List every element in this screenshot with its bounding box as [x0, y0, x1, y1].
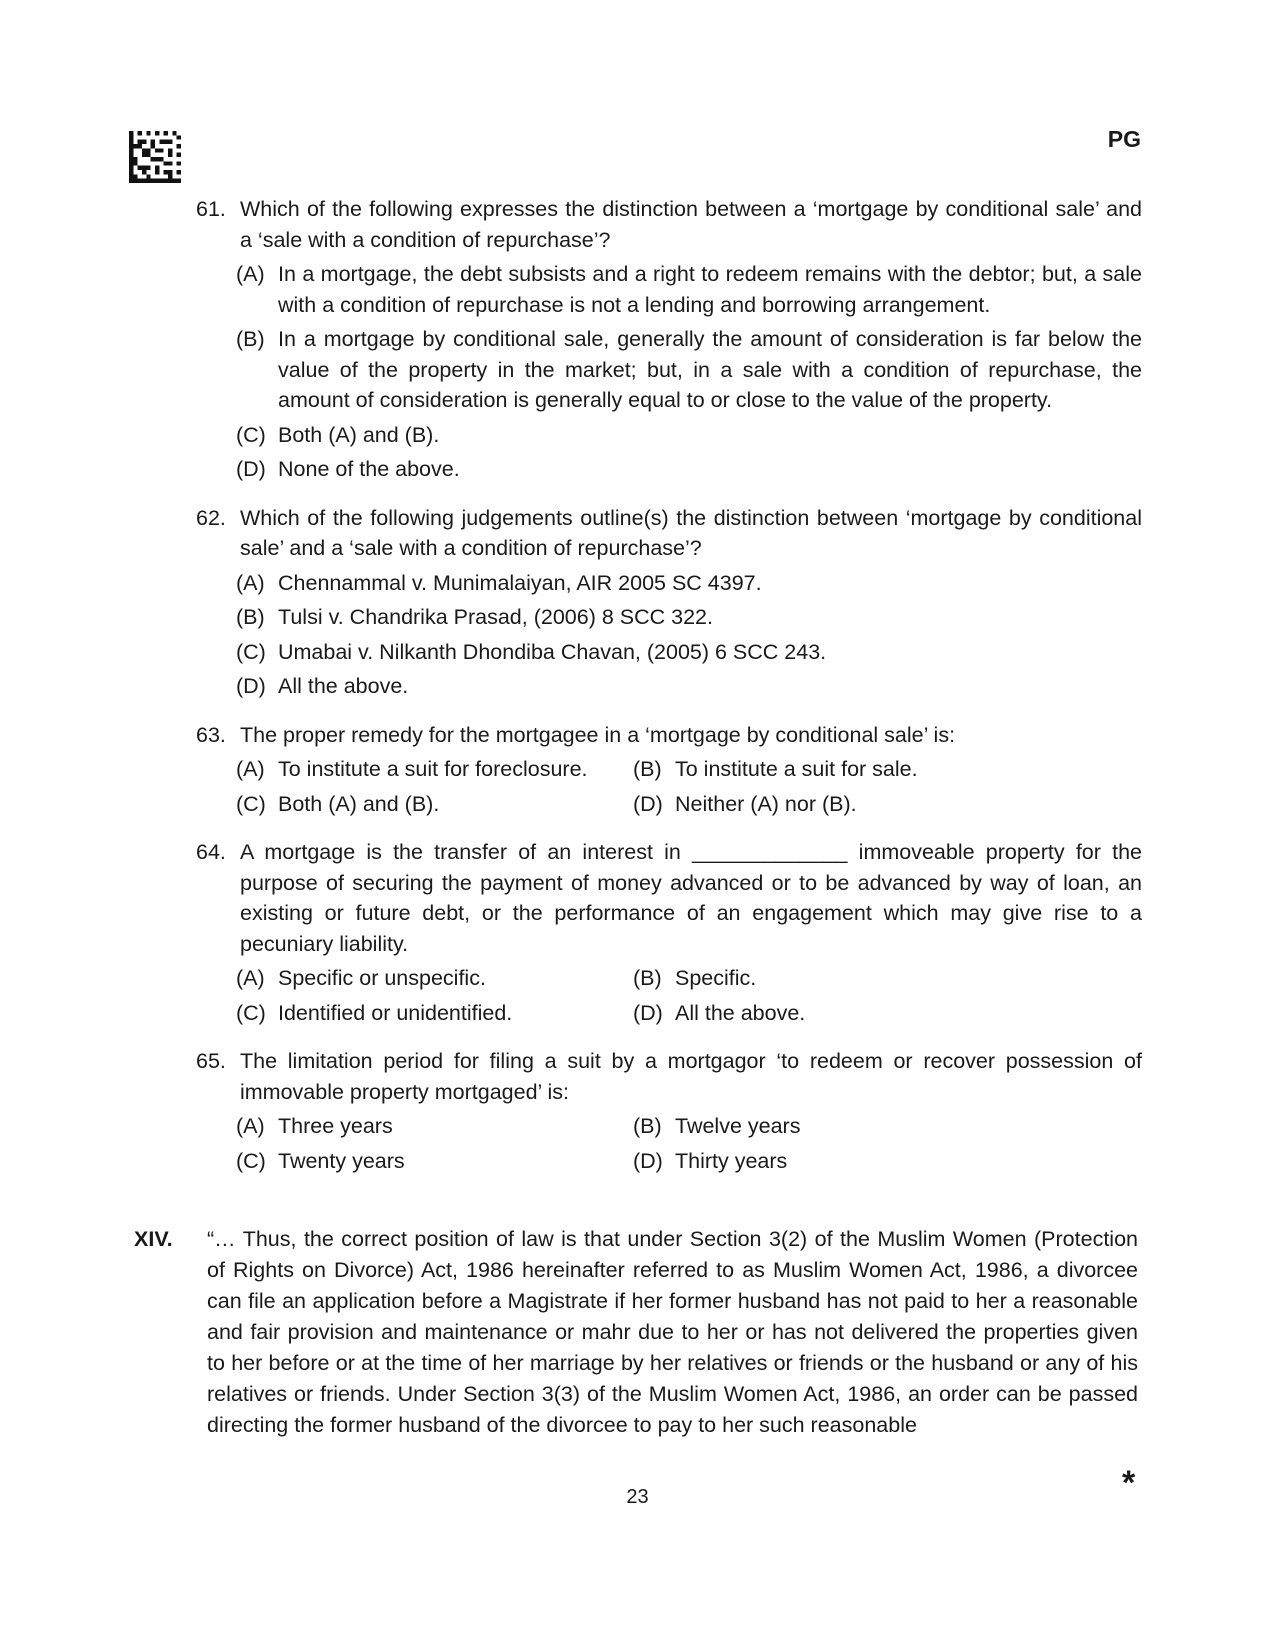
question-65: [196, 1046, 1142, 1176]
option-label: (B): [633, 1114, 662, 1138]
option-label: (A): [236, 570, 265, 595]
passage-xiv: [134, 1224, 1138, 1441]
question-number: 61.: [196, 197, 226, 221]
option-list: [236, 963, 1142, 1028]
option-label: (C): [236, 422, 266, 447]
question-text: Which of the following expresses the distinction between a ‘mortgage by conditional sale’ and a ‘sale with a condition of repurchase’?: [240, 197, 1142, 252]
option-text: Chennammal v. Munimalaiyan, AIR 2005 SC 4397.: [278, 570, 762, 595]
option-text: In a mortgage, the debt subsists and a right to redeem remains with the debtor; but, a sale with a condition of repurchase is not a lending and borrowing arrangement.: [278, 262, 1142, 317]
option-text: Twenty years: [278, 1148, 405, 1173]
question-number: 63.: [196, 722, 226, 747]
option-label: (D): [633, 1000, 663, 1025]
paper-code: PG: [1107, 126, 1141, 152]
option-a: [236, 754, 633, 785]
questions-section: [196, 194, 1142, 1194]
passage-text: “… Thus, the correct position of law is that under Section 3(2) of the Muslim Women (Protection of Rights on Divorce) Act, 1986 hereinafter referred to as Muslim Women Act, 1986, a divorcee can file an application before a Magistrate if her former husband has not paid to her a reasonable and fair provision and maintenance or mahr due to her or has not delivered the properties given to her before or at the time of her marriage by her relatives or friends or the husband or any of his relatives or friends. Under Section 3(3) of the Muslim Women Act, 1986, an order can be passed directing the former husband of the divorcee to pay to her such reasonable: [207, 1227, 1138, 1437]
question-64: [196, 837, 1142, 1028]
option-d: [236, 671, 1142, 702]
qr-code: [129, 131, 181, 183]
option-d: [633, 998, 1142, 1029]
option-text: Twelve years: [675, 1114, 801, 1138]
option-a: [236, 1111, 633, 1142]
option-label: (D): [633, 791, 663, 816]
question-text: A mortgage is the transfer of an interest in _____________ immoveable property for the purpose of securing the payment of money advanced or to be advanced by way of loan, an existing or future debt, or the performance of an engagement which may give rise to a pecuniary liability.: [240, 840, 1142, 956]
option-label: (B): [236, 605, 265, 629]
option-text: All the above.: [278, 674, 409, 698]
option-b: [236, 602, 1142, 633]
question-63: [196, 720, 1142, 820]
option-text: Identified or unidentified.: [278, 1000, 513, 1025]
option-label: (A): [236, 757, 265, 781]
option-text: Thirty years: [675, 1148, 788, 1173]
option-d: [633, 1146, 1142, 1177]
option-d: [236, 454, 1142, 485]
option-c: [236, 1146, 633, 1177]
option-a: [236, 259, 1142, 320]
option-b: [633, 1111, 1142, 1142]
option-text: Specific.: [675, 966, 757, 990]
option-b: [236, 324, 1142, 416]
option-label: (A): [236, 1114, 265, 1138]
option-a: [236, 568, 1142, 599]
option-text: Neither (A) nor (B).: [675, 791, 857, 816]
passage-number: XIV.: [134, 1227, 173, 1251]
option-c: [236, 998, 633, 1029]
option-text: Specific or unspecific.: [278, 966, 486, 990]
question-text: The proper remedy for the mortgagee in a ‘mortgage by conditional sale’ is:: [240, 722, 956, 747]
option-label: (A): [236, 966, 265, 990]
option-label: (C): [236, 1148, 266, 1173]
option-label: (B): [633, 757, 662, 781]
option-list: [236, 259, 1142, 485]
option-c: [236, 637, 1142, 668]
question-text: Which of the following judgements outline(s) the distinction between ‘mortgage by conditional sale’ and a ‘sale with a condition of repurchase’?: [240, 505, 1142, 560]
question-number: 62.: [196, 505, 226, 530]
option-text: Umabai v. Nilkanth Dhondiba Chavan, (2005) 6 SCC 243.: [278, 639, 827, 664]
option-list: [236, 754, 1142, 819]
option-text: Both (A) and (B).: [278, 791, 440, 816]
option-b: [633, 963, 1142, 994]
question-61: [196, 194, 1142, 485]
page-number: 23: [626, 1486, 649, 1508]
option-label: (C): [236, 1000, 266, 1025]
question-number: 64.: [196, 840, 226, 864]
option-d: [633, 789, 1142, 820]
option-text: Both (A) and (B).: [278, 422, 440, 447]
option-text: To institute a suit for foreclosure.: [278, 757, 588, 781]
option-text: Tulsi v. Chandrika Prasad, (2006) 8 SCC 322.: [278, 605, 713, 629]
option-text: Three years: [278, 1114, 393, 1138]
option-text: In a mortgage by conditional sale, generally the amount of consideration is far below the value of the property in the market; but, in a sale with a condition of repurchase, the amount of consideration is generally equal to or close to the value of the property.: [278, 327, 1142, 412]
option-text: All the above.: [675, 1000, 806, 1025]
option-label: (C): [236, 791, 266, 816]
option-label: (A): [236, 262, 265, 286]
option-label: (B): [236, 327, 265, 351]
option-a: [236, 963, 633, 994]
question-text: The limitation period for filing a suit by a mortgagor ‘to redeem or recover possession of immovable property mortgaged’ is:: [240, 1049, 1142, 1104]
option-label: (B): [633, 966, 662, 990]
option-c: [236, 789, 633, 820]
option-text: None of the above.: [278, 457, 460, 481]
option-label: (D): [236, 674, 266, 698]
question-62: [196, 503, 1142, 702]
asterisk-mark: *: [1122, 1464, 1136, 1502]
question-number: 65.: [196, 1049, 226, 1073]
option-label: (C): [236, 639, 266, 664]
option-text: To institute a suit for sale.: [675, 757, 918, 781]
option-list: [236, 568, 1142, 702]
option-b: [633, 754, 1142, 785]
option-list: [236, 1111, 1142, 1176]
option-label: (D): [236, 457, 266, 481]
option-c: [236, 420, 1142, 451]
option-label: (D): [633, 1148, 663, 1173]
